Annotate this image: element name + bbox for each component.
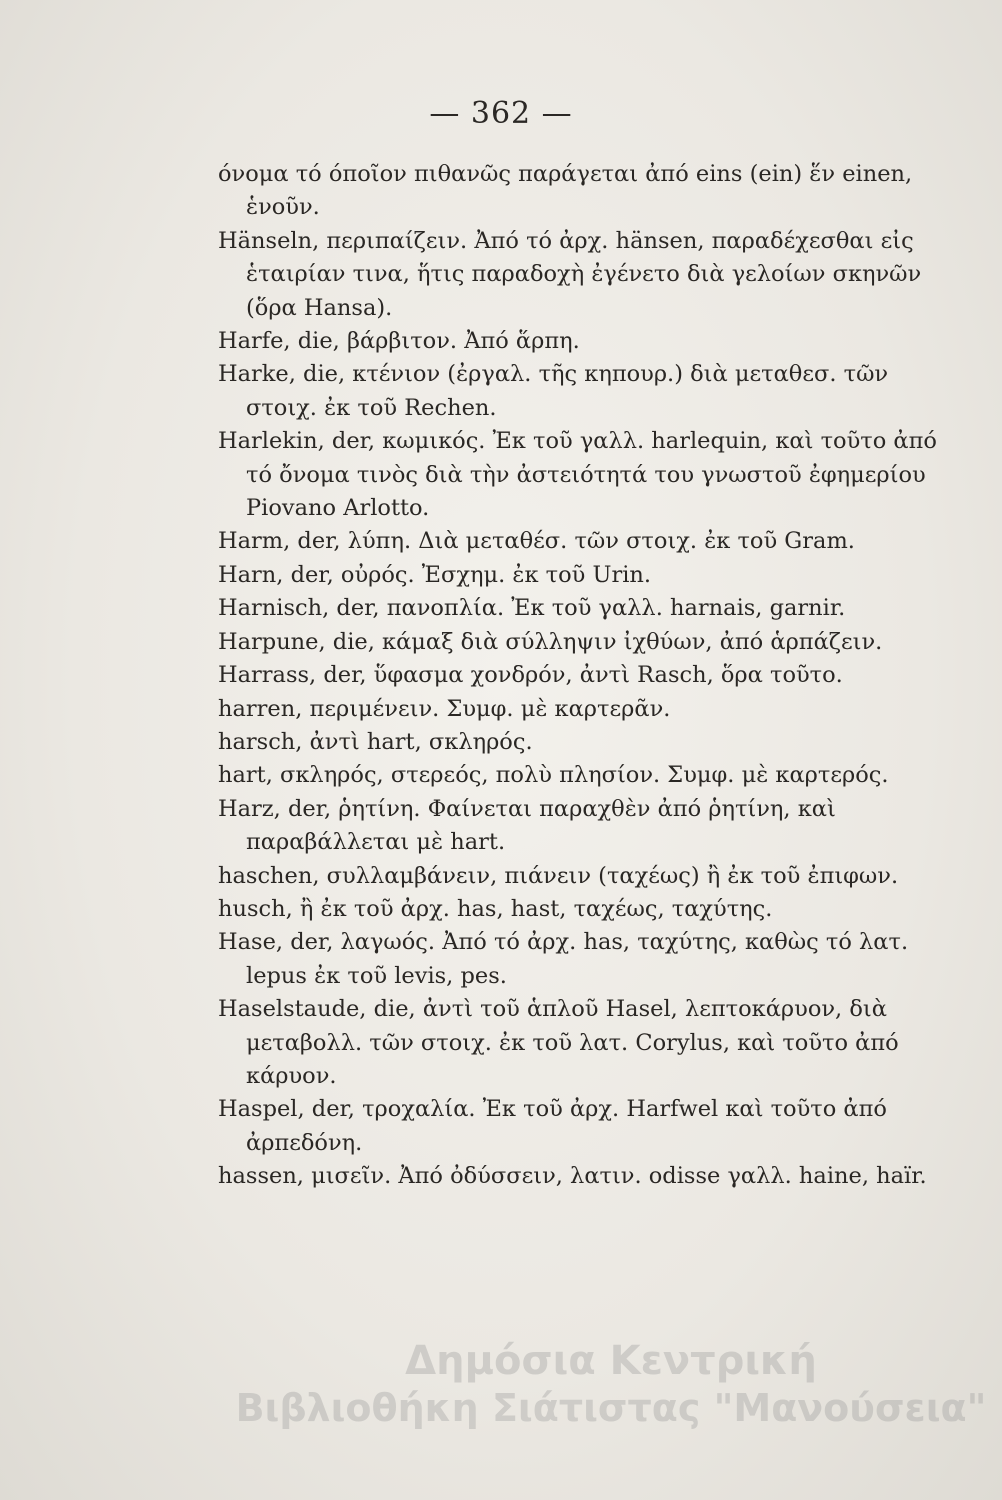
entry-harsch: harsch, ἀντὶ hart, σκληρός. (218, 728, 533, 755)
entry-harfe: Harfe, die, βάρβιτον. Ἀπό ἅρπη. (218, 328, 580, 355)
entry-hart: hart, σκληρός, στερεός, πολὺ πλησίον. Συμφ. μὲ καρτερός. (218, 762, 889, 789)
entry-haselstaude: Haselstaude, die, ἀντὶ τοῦ ἁπλοῦ Hasel, λεπτοκάρυον, διὰ μεταβολλ. τῶν στοιχ. ἐκ τοῦ λατ. Corylus, καὶ τοῦτο ἀπό κάρυον. (218, 996, 899, 1089)
page-number: — 362 — (429, 96, 573, 131)
library-watermark-line2: Βιβλιοθήκη Σιάτιστας "Μανούσεια" (235, 1386, 987, 1430)
entry-haschen: haschen, συλλαμβάνειν, πιάνειν (ταχέως) ἢ ἐκ τοῦ ἐπιφων. (218, 862, 899, 889)
entry-continuation: όνομα τό όποῖον πιθανῶς παράγεται ἀπό eins (ein) ἕν einen, ἑνοῦν. (218, 161, 913, 221)
entry-harpune: Harpune, die, κάμαξ διὰ σύλληψιν ἰχθύων, ἀπό ἁρπάζειν. (218, 628, 883, 655)
dictionary-entries (218, 158, 938, 1194)
library-watermark-line1: Δημόσια Κεντρική (405, 1338, 817, 1384)
entry-haenseln: Hänseln, περιπαίζειν. Ἀπό τό ἀρχ. hänsen, παραδέχεσθαι εἰς ἑταιρίαν τινα, ἥτις παραδοχὴ ἐγένετο διὰ γελοίων σκηνῶν (ὅρα Hansa). (218, 227, 922, 321)
entry-harz: Harz, der, ῥητίνη. Φαίνεται παραχθὲν ἀπό ῥητίνη, καὶ παραβάλλεται μὲ hart. (218, 795, 836, 856)
entry-harren: harren, περιμένειν. Συμφ. μὲ καρτερᾶν. (218, 695, 671, 722)
entry-hassen: hassen, μισεῖν. Ἀπό ὀδύσσειν, λατιν. odisse γαλλ. haine, haïr. (218, 1163, 927, 1190)
entry-haspel: Haspel, der, τροχαλία. Ἐκ τοῦ ἀρχ. Harfwel καὶ τοῦτο ἀπό ἀρπεδόνη. (218, 1096, 887, 1156)
entry-hase: Hase, der, λαγωός. Ἀπό τό ἀρχ. has, ταχύτης, καθὼς τό λατ. lepus ἐκ τοῦ levis, pes. (218, 929, 909, 989)
entry-harm: Harm, der, λύπη. Διὰ μεταθέσ. τῶν στοιχ. ἐκ τοῦ Gram. (218, 528, 855, 555)
entry-harrass: Harrass, der, ὕφασμα χονδρόν, ἀντὶ Rasch, ὅρα τοῦτο. (218, 662, 843, 689)
entry-husch: husch, ἢ ἐκ τοῦ ἀρχ. has, hast, ταχέως, ταχύτης. (218, 895, 773, 922)
entry-harke: Harke, die, κτένιον (ἐργαλ. τῆς κηπουρ.) διὰ μεταθεσ. τῶν στοιχ. ἐκ τοῦ Rechen. (218, 361, 889, 421)
entry-harlekin: Harlekin, der, κωμικός. Ἐκ τοῦ γαλλ. harlequin, καὶ τοῦτο ἀπό τό ὄνομα τινὸς διὰ τὴν ἀστειότητά του γνωστοῦ ἐφημερίου Piovano Arlotto. (218, 428, 937, 522)
entry-harnisch: Harnisch, der, πανοπλία. Ἐκ τοῦ γαλλ. harnais, garnir. (218, 595, 846, 622)
entry-harn: Harn, der, οὐρός. Ἐσχημ. ἐκ τοῦ Urin. (218, 561, 652, 588)
